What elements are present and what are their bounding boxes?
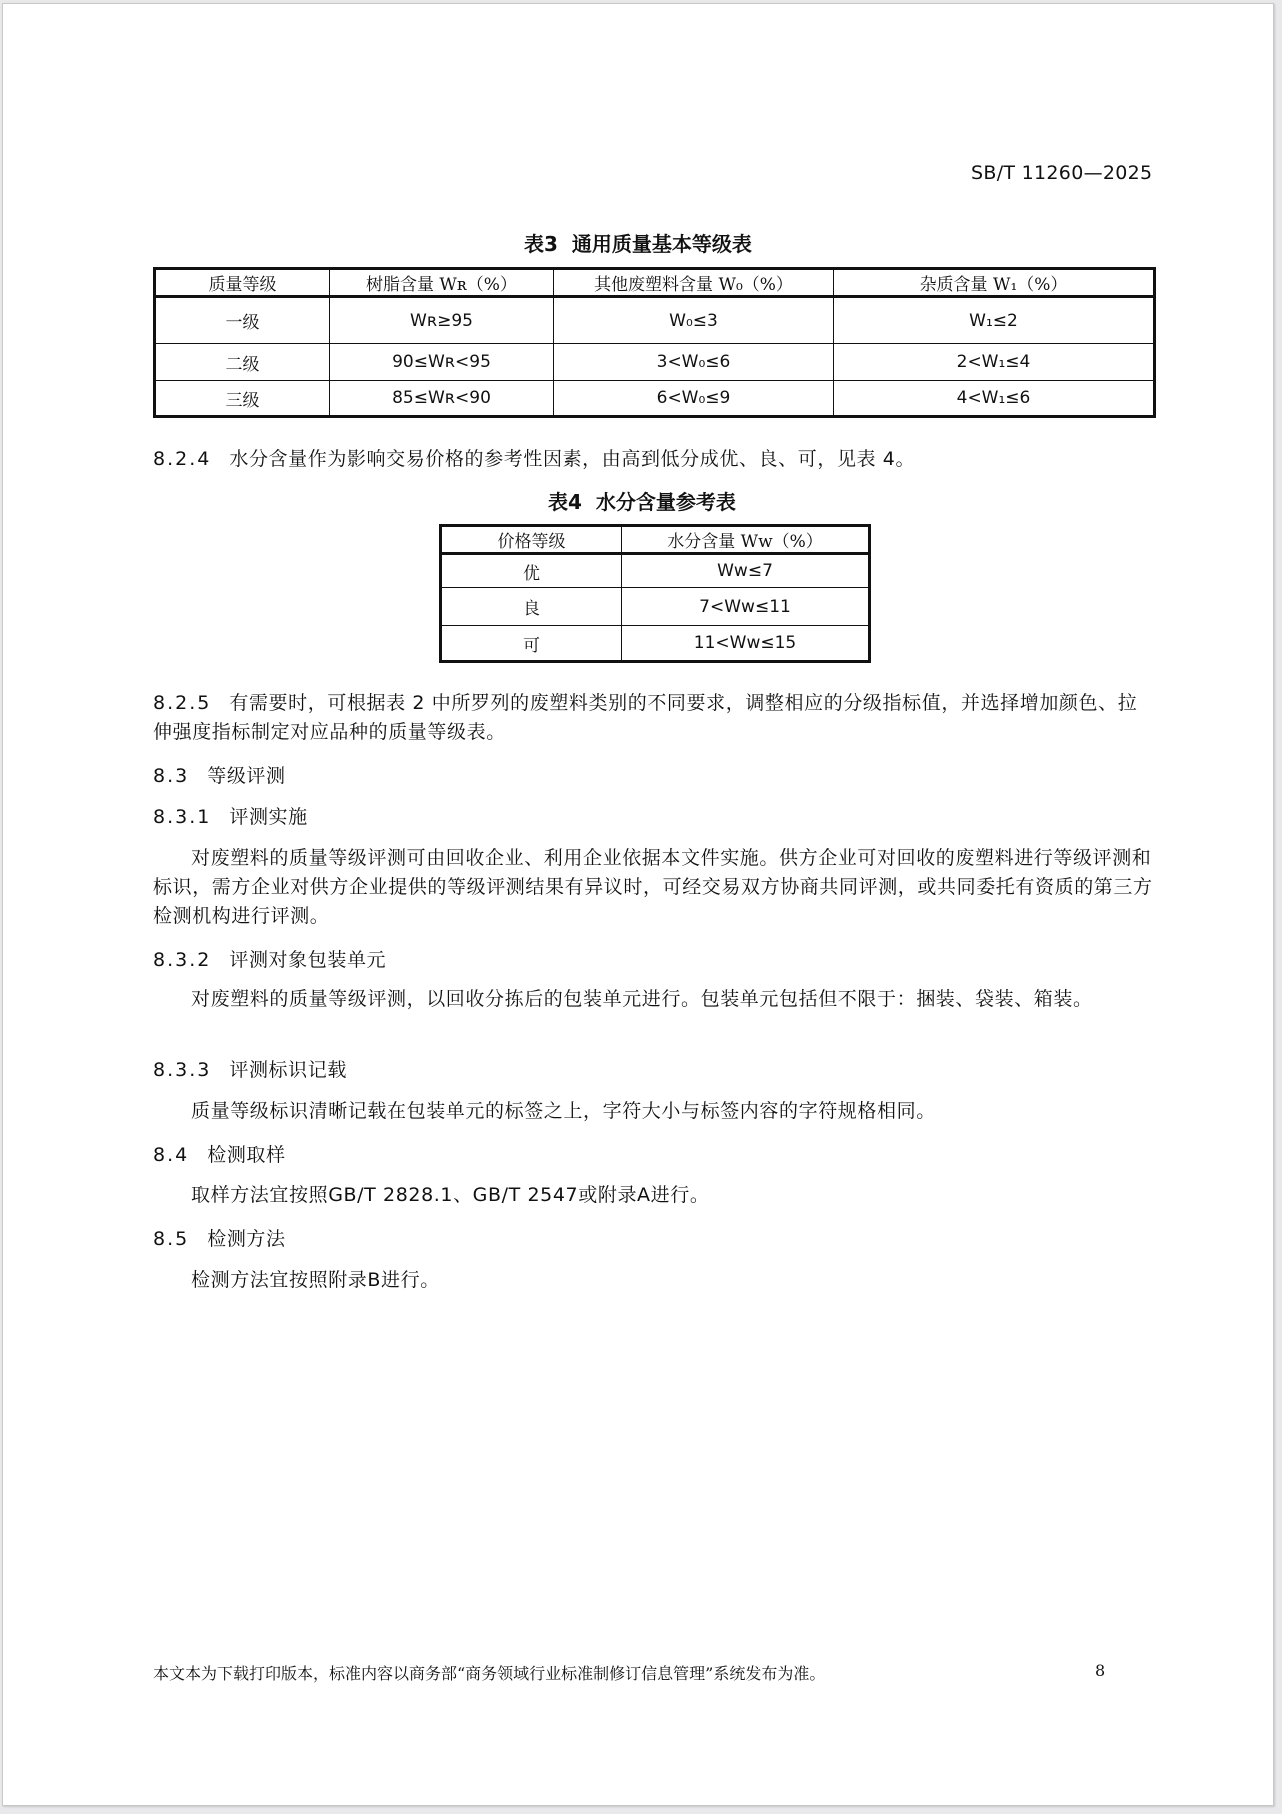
table3-quality-grades: [153, 267, 1156, 418]
section-number: 8.3.1: [153, 806, 212, 828]
section-title: 评测标识记载: [229, 1059, 347, 1081]
table3-cell: 3<W₀≤6: [554, 344, 834, 381]
section-number: 8.3: [153, 765, 190, 787]
section-number: 8.3.3: [153, 1059, 212, 1081]
table3-cell: 一级: [155, 297, 330, 344]
table-row: [441, 588, 870, 626]
section-number: 8.3.2: [153, 949, 212, 971]
table3-cell: 2<W₁≤4: [834, 344, 1155, 381]
section-text: 有需要时，可根据表 2 中所罗列的废塑料类别的不同要求，调整相应的分级指标值，并选择增加颜色、拉伸强度指标制定对应品种的质量等级表。: [153, 692, 1138, 743]
table3-cell: 三级: [155, 381, 330, 417]
table4-cell: 优: [441, 554, 622, 588]
table-row: [155, 381, 1155, 417]
table3-title: 通用质量基本等级表: [571, 232, 752, 256]
table4-cell: Wᴡ≤7: [622, 554, 870, 588]
table3-cell: W₁≤2: [834, 297, 1155, 344]
table3-cell: 6<W₀≤9: [554, 381, 834, 417]
document-page: [2, 3, 1274, 1806]
section-number: 8.2.4: [153, 448, 212, 470]
section-8-3-1-heading: [153, 802, 308, 829]
table3-cell: 85≤Wʀ<90: [330, 381, 554, 417]
table4-title: 水分含量参考表: [595, 490, 736, 514]
table4-moisture-reference: [439, 524, 871, 663]
table3-col-resin: 树脂含量 Wʀ（%）: [330, 269, 554, 297]
table4-number: 表4: [548, 490, 582, 514]
table3-cell: Wʀ≥95: [330, 297, 554, 344]
section-8-3-3-body: 质量等级标识清晰记载在包装单元的标签之上，字符大小与标签内容的字符规格相同。: [191, 1100, 936, 1122]
table3-cell: 90≤Wʀ<95: [330, 344, 554, 381]
section-8-5-body: 检测方法宜按照附录B进行。: [191, 1269, 440, 1291]
section-title: 检测方法: [207, 1228, 286, 1250]
table4-cell: 7<Wᴡ≤11: [622, 588, 870, 626]
section-number: 8.5: [153, 1228, 190, 1250]
section-title: 等级评测: [207, 765, 286, 787]
section-number: 8.2.5: [153, 692, 212, 714]
table4-col-moisture: 水分含量 Wᴡ（%）: [622, 526, 870, 554]
section-number: 8.4: [153, 1144, 190, 1166]
section-8-5-heading: [153, 1224, 286, 1251]
table-row: [441, 554, 870, 588]
table4-col-price-grade: 价格等级: [441, 526, 622, 554]
section-8-2-4: [153, 444, 915, 471]
table3-header-row: [155, 269, 1155, 297]
section-text: 水分含量作为影响交易价格的参考性因素，由高到低分成优、良、可，见表 4。: [229, 448, 916, 470]
table3-col-other-plastic: 其他废塑料含量 W₀（%）: [554, 269, 834, 297]
section-title: 检测取样: [207, 1144, 286, 1166]
table-row: [155, 297, 1155, 344]
table-row: [155, 344, 1155, 381]
table3-number: 表3: [524, 232, 558, 256]
table4-cell: 11<Wᴡ≤15: [622, 626, 870, 662]
table-row: [441, 626, 870, 662]
footer-disclaimer: 本文本为下载打印版本，标准内容以商务部“商务领域行业标准制修订信息管理”系统发布为准。: [153, 1664, 826, 1683]
standard-code: SB/T 11260—2025: [971, 162, 1153, 184]
table3-col-grade: 质量等级: [155, 269, 330, 297]
table3-caption: [524, 228, 752, 257]
table3-cell: W₀≤3: [554, 297, 834, 344]
table3-col-impurity: 杂质含量 W₁（%）: [834, 269, 1155, 297]
section-8-3-3-heading: [153, 1055, 347, 1082]
table3-cell: 二级: [155, 344, 330, 381]
section-8-3-heading: [153, 761, 286, 788]
section-title: 评测对象包装单元: [229, 949, 387, 971]
table4-caption: [548, 486, 736, 515]
table3-cell: 4<W₁≤6: [834, 381, 1155, 417]
section-8-3-2-heading: [153, 945, 386, 972]
table4-cell: 可: [441, 626, 622, 662]
section-8-4-heading: [153, 1140, 286, 1167]
table4-cell: 良: [441, 588, 622, 626]
table4-header-row: [441, 526, 870, 554]
section-8-2-5: [153, 689, 1153, 747]
page-number: 8: [1095, 1661, 1106, 1680]
section-8-3-1-body: 对废塑料的质量等级评测可由回收企业、利用企业依据本文件实施。供方企业可对回收的废塑料进行等级评测和标识，需方企业对供方企业提供的等级评测结果有异议时，可经交易双方协商共同评测，或共同委托有资质的第三方检测机构进行评测。: [153, 847, 1153, 927]
section-8-3-2-body: 对废塑料的质量等级评测，以回收分拣后的包装单元进行。包装单元包括但不限于：捆装、袋装、箱装。: [191, 988, 1093, 1010]
section-8-4-body: 取样方法宜按照GB/T 2828.1、GB/T 2547或附录A进行。: [191, 1184, 710, 1206]
section-title: 评测实施: [229, 806, 308, 828]
